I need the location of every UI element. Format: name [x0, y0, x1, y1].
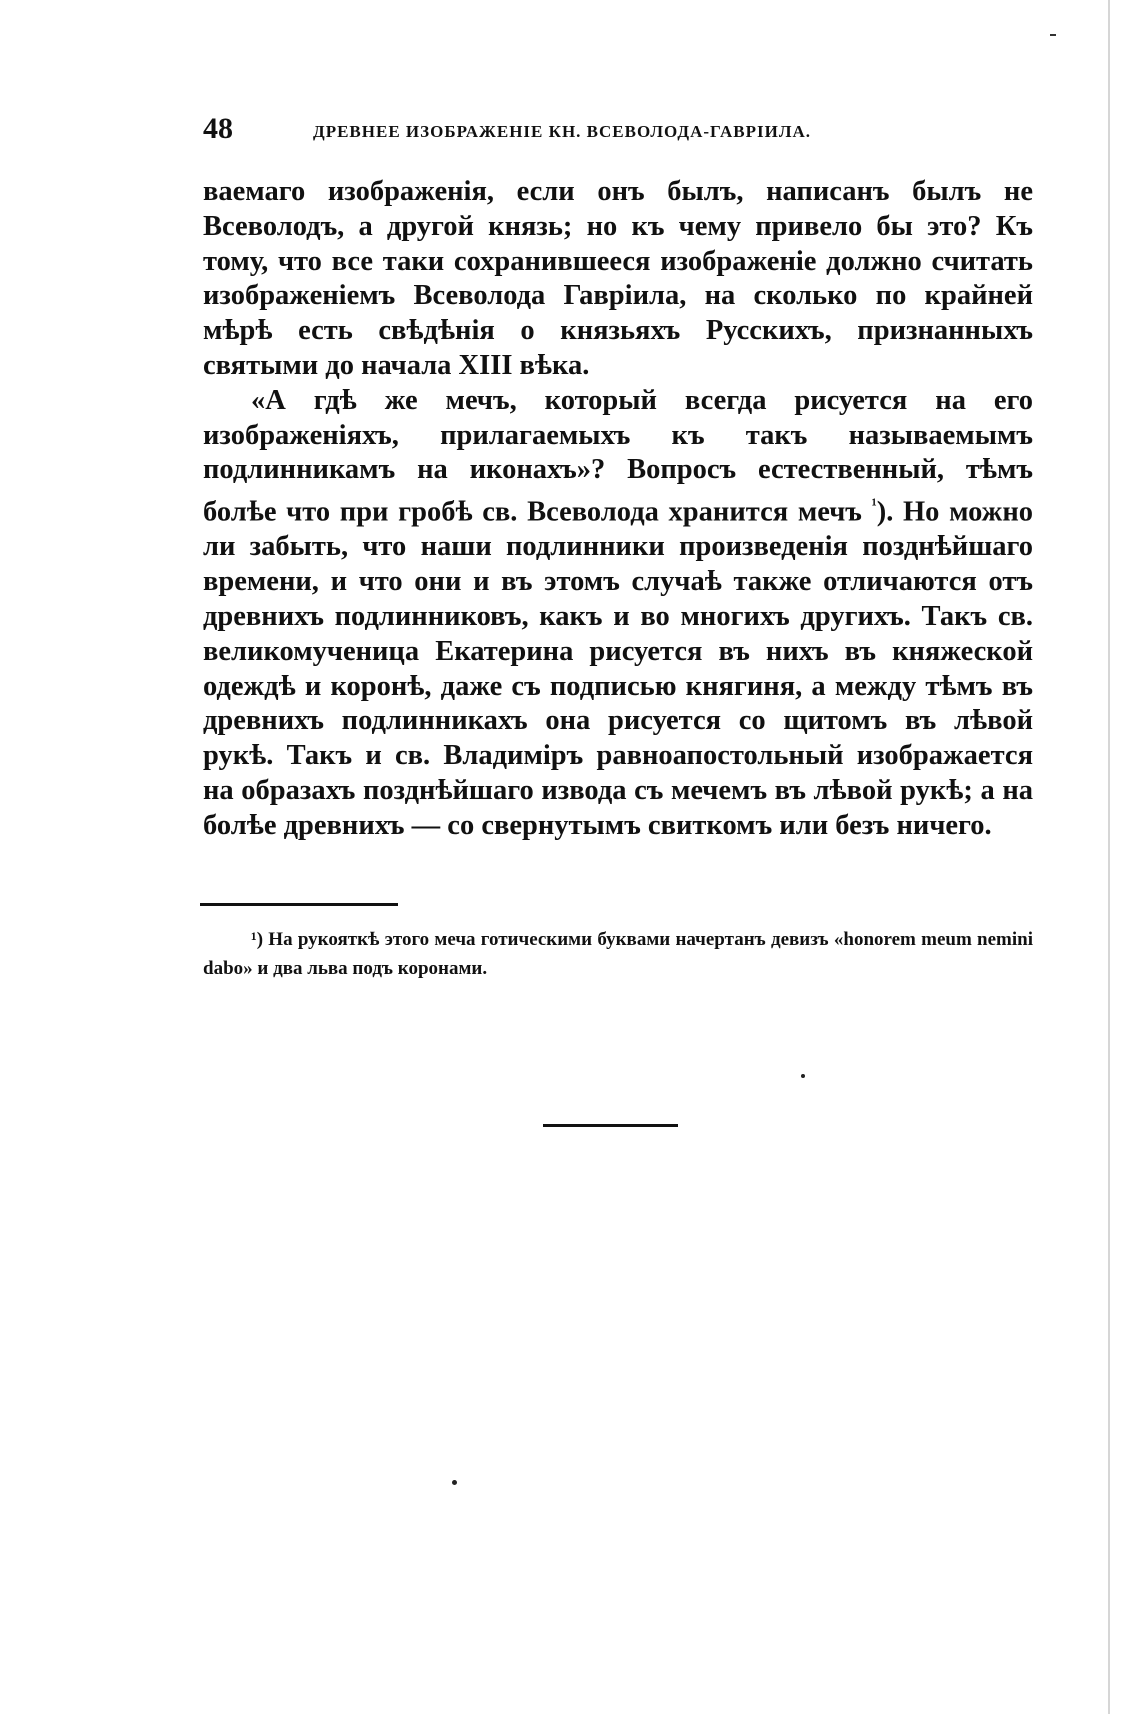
page-edge-shadow [1108, 0, 1110, 1714]
body-text [203, 175, 1033, 844]
ink-speck [801, 1074, 805, 1078]
paragraph-2 [203, 384, 1033, 844]
footnote-divider [200, 903, 398, 906]
paragraph-1: ваемаго изображенія, если онъ былъ, написанъ былъ не Всеволодъ, а другой князь; но къ чему привело бы это? Къ тому, что все таки сохранившееся изображеніе должно считать изображеніемъ Всеволода Гавріила, на сколько по крайней мѣрѣ есть свѣдѣнія о князьяхъ Русскихъ, признанныхъ святыми до начала XIII вѣка. [203, 176, 1033, 381]
corner-speck [1050, 34, 1056, 36]
footnote: ¹) На рукояткѣ этого меча готическими буквами начертанъ девизъ «honorem meum nemini dabo» и два льва подъ коронами. [203, 929, 1033, 979]
ink-speck [452, 1480, 457, 1485]
running-head [203, 112, 1033, 152]
end-rule [543, 1124, 678, 1127]
paragraph-2-part-2: ). Но можно ли забыть, что наши подлинники произведенія позднѣйшаго времени, и что они и въ этомъ случаѣ также отличаются отъ древнихъ подлинниковъ, какъ и во многихъ другихъ. Такъ св. великомученица Екатерина рисуется въ нихъ въ княжеской одеждѣ и коронѣ, даже съ подписью княгиня, а между тѣмъ въ древнихъ подлинникахъ она рисуется со щитомъ въ лѣвой рукѣ. Такъ и св. Владиміръ равноапостольный изображается на образахъ позднѣйшаго извода съ мечемъ въ лѣвой рукѣ; а на болѣе древнихъ — со свернутымъ свиткомъ или безъ ничего. [203, 496, 1034, 841]
running-title: ДРЕВНЕЕ ИЗОБРАЖЕНІЕ КН. ВСЕВОЛОДА-ГАВРІИЛА. [313, 122, 812, 141]
footnote-reference: ¹ [871, 495, 877, 515]
page-number: 48 [203, 112, 233, 145]
paragraph-2-part-1: «А гдѣ же мечъ, который всегда рисуется на его изображеніяхъ, прилагаемыхъ къ такъ называемымъ подлинникамъ на иконахъ»? Вопросъ естественный, тѣмъ болѣе что при гробѣ св. Всеволода хранится мечъ [203, 384, 1033, 528]
